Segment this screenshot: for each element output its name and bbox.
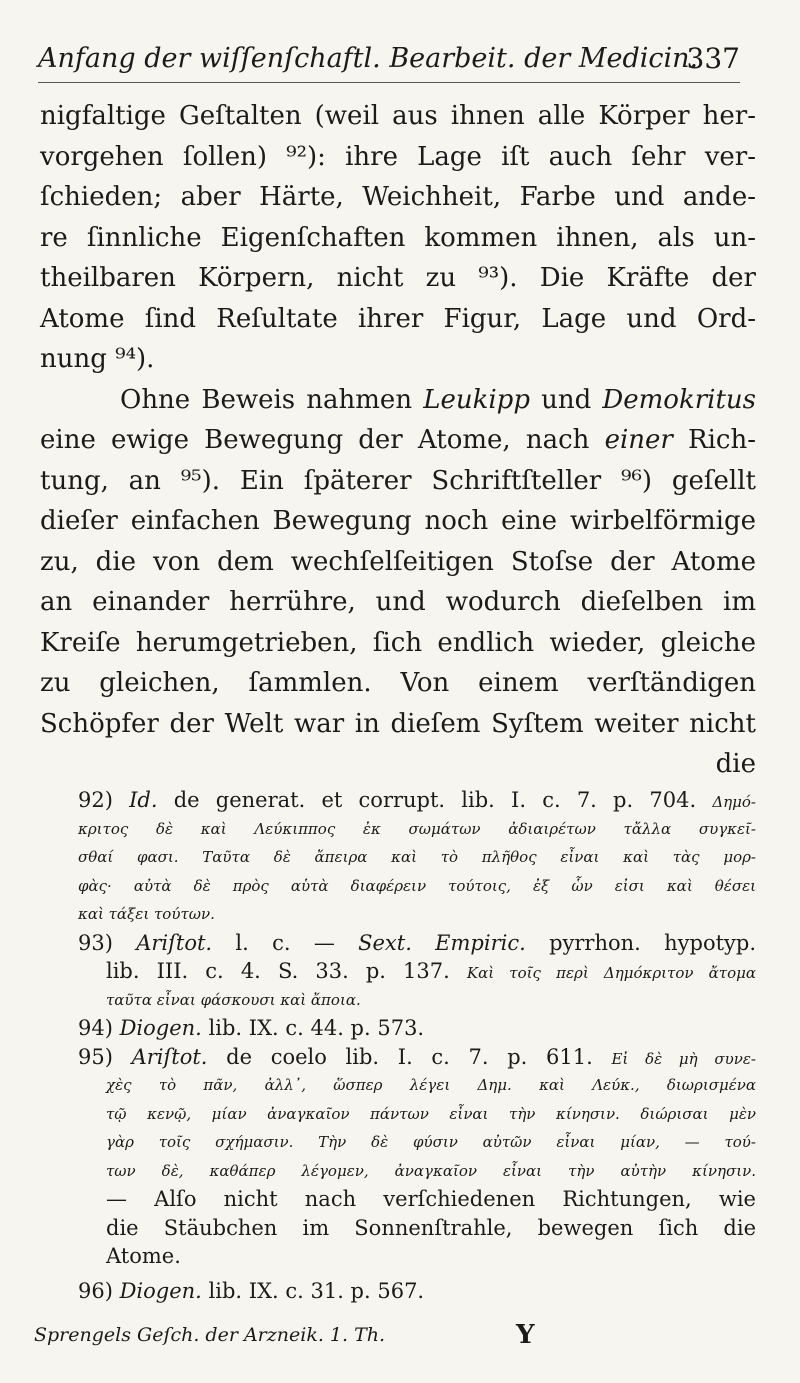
footnote-number: 96) [78, 1278, 120, 1303]
text-line: theilbaren Körpern, nicht zu ⁹³). Die Kräfte der [40, 263, 756, 293]
greek-quote-line: σθαί φασι. Ταῦτα δὲ ἄπειρα καὶ τὸ πλῆθος εἶναι καὶ τὰς μορ- [78, 848, 756, 866]
emphasis-einer: einer [604, 425, 673, 455]
greek-quote-line: γὰρ τοῖς σχήμασιν. Τὴν δὲ φύσιν αὐτῶν εἶναι μίαν, — τού- [106, 1133, 756, 1151]
footnote-citation: Sext. Empiric. [358, 930, 526, 955]
paragraph-start-line [40, 380, 756, 421]
author-name-demokritus: Demokritus [602, 384, 756, 415]
footnote-text: l. c. — [212, 930, 359, 955]
footnote-text: lib. III. c. 4. S. 33. p. 137. [106, 959, 467, 983]
text-fragment: eine ewige Bewegung der Atome, nach [40, 425, 605, 455]
text-line: Atome ſind Reſultate ihrer Figur, Lage und Ord- [40, 303, 756, 334]
text-line: Kreiſe herumgetrieben, ſich endlich wieder, gleiche [40, 627, 756, 658]
footnote-citation: Diogen. [119, 1278, 202, 1303]
text-line [40, 420, 756, 461]
text-line: nigfaltige Geſtalten (weil aus ihnen alle Körper her- [40, 101, 756, 131]
text-line: zu, die von dem wechſelſeitigen Stoſse der Atome [40, 546, 756, 577]
footnotes [78, 786, 756, 1305]
footnote-text: de generat. et corrupt. lib. I. c. 7. p. 704. [157, 788, 713, 812]
text-line: vorgehen ſollen) ⁹²): ihre Lage iſt auch ſehr ver- [40, 141, 756, 172]
footnote-92 [78, 786, 756, 815]
footnote-number: 92) [78, 788, 130, 812]
greek-quote: Εἰ δὲ μὴ συνε- [611, 1049, 757, 1068]
text-line: zu gleichen, ſammlen. Von einem verſtändigen [40, 668, 756, 698]
footnote-94 [78, 1014, 756, 1043]
footnote-line: die Stäubchen im Sonnenſtrahle, bewegen ſich die [106, 1215, 756, 1240]
author-name-leukipp: Leukipp [423, 384, 530, 415]
printer-signature: Sprengels Geſch. der Arzneik. 1. Th. [34, 1324, 386, 1346]
footnote-number: 95) [78, 1044, 132, 1069]
text-line: dieſer einfachen Bewegung noch eine wirbelförmige [40, 506, 756, 536]
page-number: 337 [686, 42, 740, 75]
running-title: Anfang der wiſſenſchaftl. Bearbeit. der Medicin. [38, 43, 699, 74]
footnote-citation: Id. [129, 788, 158, 812]
greek-quote-line: τῷ κενῷ, μίαν ἀναγκαῖον πάντων εἶναι τὴν κίνησιν. διώρισαι μὲν [106, 1104, 756, 1123]
greek-quote-line: ταῦτα εἶναι φάσκουσι καὶ ἄποια. [106, 990, 361, 1009]
greek-quote: Δημό- [712, 793, 756, 811]
main-text [40, 96, 756, 785]
greek-quote: Καὶ τοῖς περὶ Δημόκριτον ἄτομα [466, 964, 756, 982]
footnote-96 [78, 1277, 756, 1306]
text-fragment: Rich- [672, 425, 757, 455]
gathering-mark: Y [516, 1320, 535, 1350]
text-line: Schöpfer der Welt war in dieſem Syſtem weiter nicht [40, 708, 756, 739]
footnote-text: lib. IX. c. 44. p. 573. [201, 1016, 425, 1040]
greek-quote-line: καὶ τάξει τούτων. [78, 905, 215, 923]
catchword: die [715, 749, 756, 779]
text-line: tung, an ⁹⁵). Ein ſpäterer Schriftſteller ⁹⁶) geſellt [40, 465, 756, 496]
footnote-text: de coelo lib. I. c. 7. p. 611. [207, 1044, 612, 1069]
footnote-citation: Diogen. [119, 1016, 202, 1040]
footnote-number: 94) [78, 1016, 120, 1040]
greek-quote-line: των δὲ, καθάπερ λέγομεν, ἀναγκαῖον εἶναι τὴν αὐτὴν κίνησιν. [106, 1161, 756, 1180]
text-fragment: Ohne Beweis nahmen [120, 384, 424, 415]
footnote-citation: Ariſtot. [136, 930, 213, 955]
text-line: re ſinnliche Eigenſchaften kommen ihnen, als un- [40, 222, 756, 253]
footnote-95 [78, 1043, 756, 1072]
footnote-line: Atome. [106, 1244, 181, 1268]
footnote-line: — Alſo nicht nach verſchiedenen Richtungen, wie [106, 1187, 756, 1211]
text-line: ſchieden; aber Härte, Weichheit, Farbe und ande- [40, 182, 756, 212]
signature-line [34, 1318, 740, 1352]
text-line: an einander herrühre, und wodurch dieſelben im [40, 587, 756, 617]
footnote-number: 93) [78, 930, 137, 955]
footnote-line [78, 957, 756, 986]
footnote-93 [78, 929, 756, 958]
footnote-text: pyrrhon. hypotyp. [525, 930, 757, 955]
footnote-citation: Ariſtot. [131, 1044, 208, 1069]
greek-quote-line: χὲς τὸ πᾶν, ἀλλ᾽, ὥσπερ λέγει Δημ. καὶ Λεύκ., διωρισμένα [106, 1076, 756, 1094]
text-fragment: und [529, 384, 603, 415]
greek-quote-line: κριτος δὲ καὶ Λεύκιππος ἐκ σωμάτων ἀδιαιρέτων τἄλλα συγκεῖ- [78, 819, 756, 838]
footnote-text: lib. IX. c. 31. p. 567. [201, 1278, 425, 1303]
text-line: nung ⁹⁴). [40, 344, 155, 374]
greek-quote-line: φὰς· αὐτὰ δὲ πρὸς αὑτὰ διαφέρειν τούτοις, ἐξ ὧν εἰσι καὶ θέσει [78, 876, 756, 895]
running-header [38, 36, 740, 83]
